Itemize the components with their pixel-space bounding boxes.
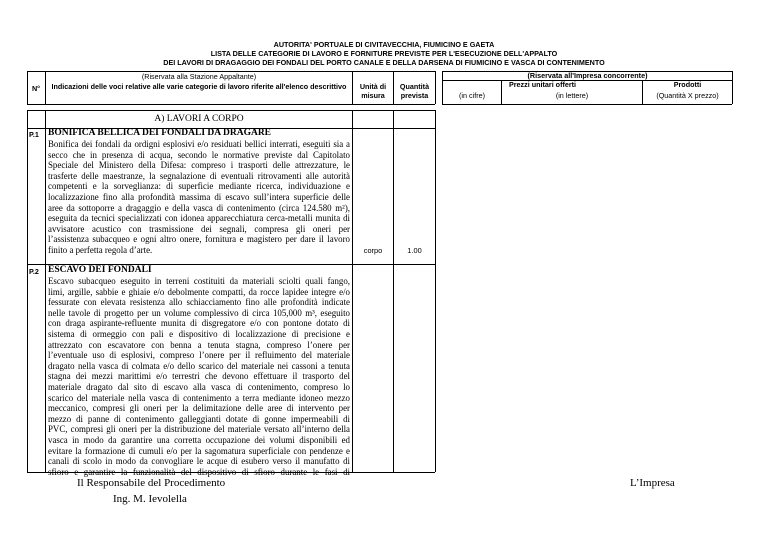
item-code: P.1 [29,130,39,139]
description-line: stagna dei mezzi marittimi e/o terrestri che devono effettuare il trasporto del [48,371,350,382]
header-line-1: AUTORITA' PORTUALE DI CIVITAVECCHIA, FIUMICINO E GAETA [273,40,495,49]
description-line: sistema di ormeggio con pali e dispositivo di localizzazione di precisione e [48,328,350,339]
description-line: scarico del materiale nella vasca di contenimento a terra mediante idoneo mezzo [48,392,350,403]
col-number-header: N° [31,84,41,93]
description-line: trasferte delle maestranze, la segnalazione di eventuali ritrovamenti alle autorità [48,170,350,181]
item-title: ESCAVO DEI FONDALI [48,265,152,275]
item-unit: corpo [363,246,383,255]
description-line: mezzo di panne di contenimento galleggianti dotate di gonne impermeabili di [48,413,350,424]
description-line: fessurate con elevata resistenza allo schiacciamento fino alle profondità indicate [48,297,350,308]
col-indications-header: Indicazioni delle voci relative alle varie categorie di lavoro riferite all'elenco descrittivo [51,82,347,91]
col-quantity-header [394,82,435,100]
unit-prices-label: Prezzi unitari offerti [508,80,577,89]
description-line: Bonifica dei fondali da ordigni esplosivi e/o residuati bellici interrati, eseguiti sia a [48,139,350,149]
qty-line-1: Quantità [399,82,430,91]
signature-company: L’Impresa [630,477,675,489]
description-line: Escavo subacqueo eseguito in terreni costituiti da materiali sciolti quali fango, [48,276,350,286]
item-description [48,276,350,477]
description-line: dragato nella vasca di colmata e/o dello scarico del materiale nei cassoni a tenuta [48,360,350,371]
description-line: avvisatore acustico con trasmissione dei segnali, compresa gli oneri per [48,223,350,234]
description-line: nelle tavole di progetto per un volume complessivo di circa 105,000 m³, eseguito [48,307,350,318]
qty-line-2: prevista [400,91,429,100]
description-line: l’eventuale uso di esplosivi, compreso l’onere per il refluimento del materiale [48,350,350,361]
reserved-station-label: (Riservata alla Stazione Appaltante) [141,72,257,81]
header-line-3: DEI LAVORI DI DRAGAGGIO DEI FONDALI DEL PORTO CANALE E DELLA DARSENA DI FIUMICINO E VASCA DI CONTENIMENTO [163,58,605,67]
description-line: vasca in modo da garantire una corretta occupazione dei volumi disponibili ed [48,434,350,445]
unit-line-1: Unità di [359,82,387,91]
description-line: secco che in presenza di acqua, secondo le normative previste dal Capitolato [48,149,350,160]
description-line: attrezzato con escavatore con benna a tenuta stagna, compreso l’onere per [48,339,350,350]
description-line: competenti e la sorveglianza: di superficie mediante ricerca, individuazione e [48,181,350,192]
qty-x-price-label: (Quantità X prezzo) [656,91,719,100]
description-line: con draga aspirante-refluente munita di disgregatore e/o con pontone dotato di [48,318,350,329]
reserved-company-label: (Riservata all'Impresa concorrente) [527,71,648,80]
description-line: finito a perfetta regola d’arte. [48,244,153,255]
description-line: PVC, compresi gli oneri per la distribuzione del materiale versato all’interno della [48,424,350,435]
description-line: materiale dragato dal sito di escavo alla vasca di contenimento, compreso lo [48,381,350,392]
in-letters-label: (in lettere) [555,91,589,100]
item-description [48,139,350,256]
description-line: l’assistenza subacqueo e ogni altro onere, fornitura e magistero per dare il lavoro [48,234,350,245]
signature-engineer: Ing. M. Ievolella [113,493,187,505]
section-heading: A) LAVORI A CORPO [154,114,244,124]
description-line: localizzazione fino alla profondità massima di escavo sull’intera superficie delle [48,191,350,202]
description-line: sfioro e garantire la funzionalità del dispositivo di sfioro durante le fasi di [48,466,350,477]
item-title: BONIFICA BELLICA DEI FONDALI DA DRAGARE [48,128,272,138]
products-label: Prodotti [673,80,702,89]
header-line-2: LISTA DELLE CATEGORIE DI LAVORO E FORNITURE PREVISTE PER L'ESECUZIONE DELL'APPALTO [210,49,558,58]
in-figures-label: (in cifre) [459,91,485,100]
description-line: eseguita da tecnici specializzati con idonea apparecchiatura cerca-metalli munita di [48,213,350,224]
item-code: P.2 [29,267,39,276]
description-line: evitare la formazione di cumuli e/o per la sagomatura superficiale con pendenze e [48,445,350,456]
description-line: meccanico, compresi gli oneri per la delimitazione delle aree di intervento per [48,403,350,414]
item-quantity: 1.00 [407,246,422,255]
col-unit-header [353,82,393,100]
description-line: Speciale del Ministero della Difesa: compreso i trasporti delle attrezzature, le [48,160,350,171]
description-line: canali di scolo in modo da convogliare le acque di esubero verso il manufatto di [48,456,350,467]
signature-responsible: Il Responsabile del Procedimento [77,477,226,489]
unit-line-2: misura [361,91,385,100]
description-line: limi, argille, sabbie e ghiaie e/o debolmente compatti, da rocce lapidee integre e/o [48,286,350,297]
description-line: aree da sottoporre a dragaggio e della vasca di contenimento (circa 124.580 m²), [48,202,350,213]
